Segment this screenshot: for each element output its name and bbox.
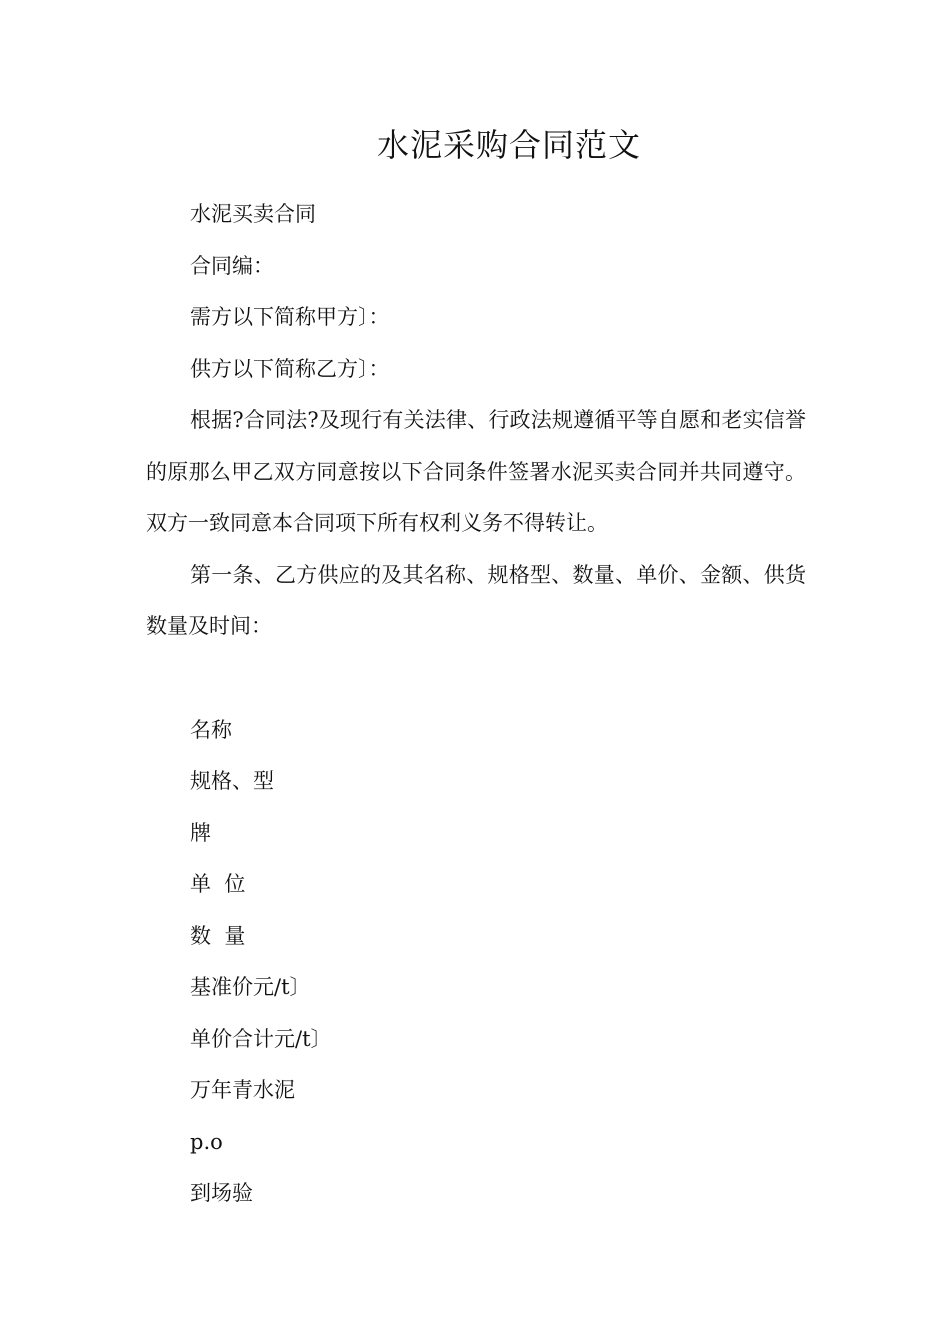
table-cell-text: 万年青水泥 xyxy=(190,1078,295,1102)
table-cell-text: 数 量 xyxy=(190,923,246,948)
table-cell-text: 基准价元/t〕 xyxy=(190,975,311,999)
document-body xyxy=(146,189,806,1220)
paragraph: 合同编： xyxy=(190,253,274,278)
paragraph: 需方以下简称甲方〕： xyxy=(190,305,390,329)
table-cell-text: 牌 xyxy=(190,820,211,845)
blank-line xyxy=(146,653,806,705)
table-cell-text: 名称 xyxy=(190,717,232,742)
paragraph: 第一条、乙方供应的及其名称、规格型、数量、单价、金额、供货数量及时间： xyxy=(146,562,806,638)
paragraph: 根据?合同法?及现行有关法律、行政法规遵循平等自愿和老实信誉的原那么甲乙双方同意按以下合同条件签署水泥买卖合同并共同遵守。双方一致同意本合同项下所有权利义务不得转让。 xyxy=(146,408,806,535)
paragraph: 水泥买卖合同 xyxy=(190,202,316,226)
table-cell-text: p.o xyxy=(190,1129,223,1154)
table-cell-text: 规格、型 xyxy=(190,769,274,793)
table-cell-text: 单价合计元/t〕 xyxy=(190,1026,332,1051)
paragraph: 供方以下简称乙方〕： xyxy=(190,356,390,381)
table-cell-text: 到场验 xyxy=(190,1181,253,1205)
table-cell-text: 单 位 xyxy=(190,872,246,896)
document-title: 水泥采购合同范文 xyxy=(376,126,641,164)
